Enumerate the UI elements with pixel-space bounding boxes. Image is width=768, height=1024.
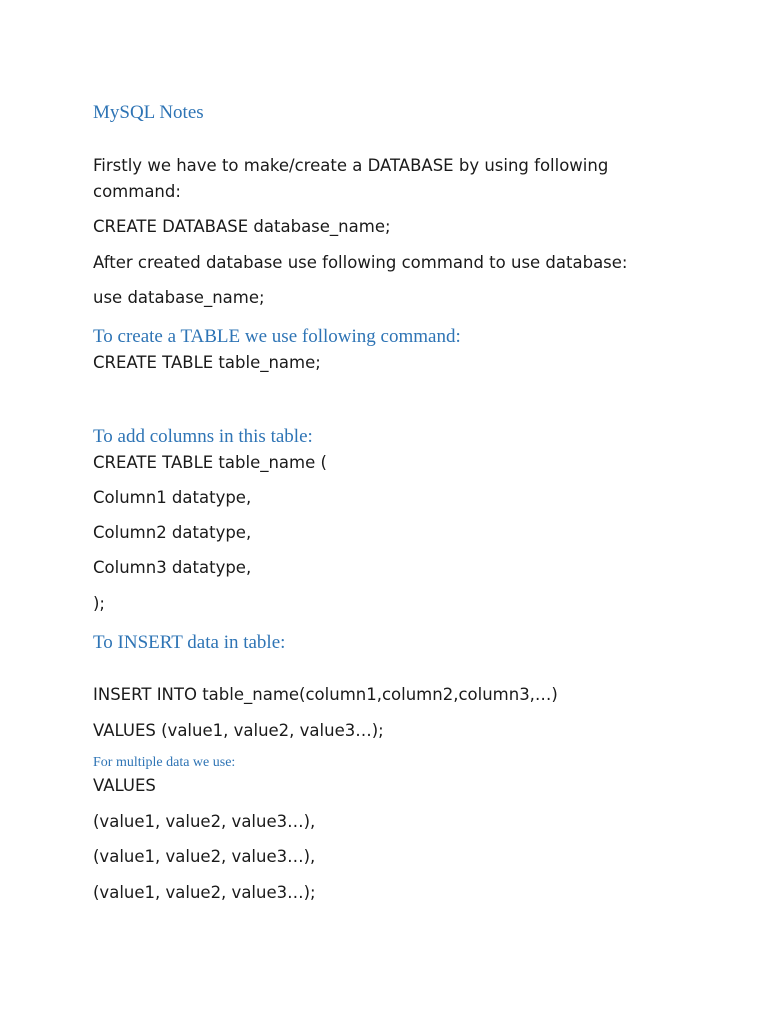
multiple-values-line: VALUES (93, 776, 156, 795)
intro-line-2: command: (93, 182, 181, 201)
after-created-text: After created database use following command to use database: (93, 253, 628, 272)
multiple-values-line: (value1, value2, value3…), (93, 847, 316, 866)
table-heading: To create a TABLE we use following command: (93, 326, 461, 347)
create-database-command: CREATE DATABASE database_name; (93, 217, 391, 236)
insert-into-command: INSERT INTO table_name(column1,column2,column3,…) (93, 685, 558, 704)
multiple-values-line: (value1, value2, value3…); (93, 883, 316, 902)
columns-code-line: ); (93, 594, 105, 613)
multiple-values-line: (value1, value2, value3…), (93, 812, 316, 831)
insert-values-command: VALUES (value1, value2, value3…); (93, 721, 384, 740)
columns-code-line: Column3 datatype, (93, 558, 252, 577)
columns-code-line: Column1 datatype, (93, 488, 252, 507)
document-title: MySQL Notes (93, 102, 204, 123)
multiple-data-note: For multiple data we use: (93, 755, 236, 770)
columns-code-line: CREATE TABLE table_name ( (93, 453, 327, 472)
create-table-command: CREATE TABLE table_name; (93, 353, 321, 372)
columns-heading: To add columns in this table: (93, 426, 313, 447)
intro-line-1: Firstly we have to make/create a DATABASE by using following (93, 156, 609, 175)
insert-heading: To INSERT data in table: (93, 632, 286, 653)
columns-code-line: Column2 datatype, (93, 523, 252, 542)
use-database-command: use database_name; (93, 288, 265, 307)
